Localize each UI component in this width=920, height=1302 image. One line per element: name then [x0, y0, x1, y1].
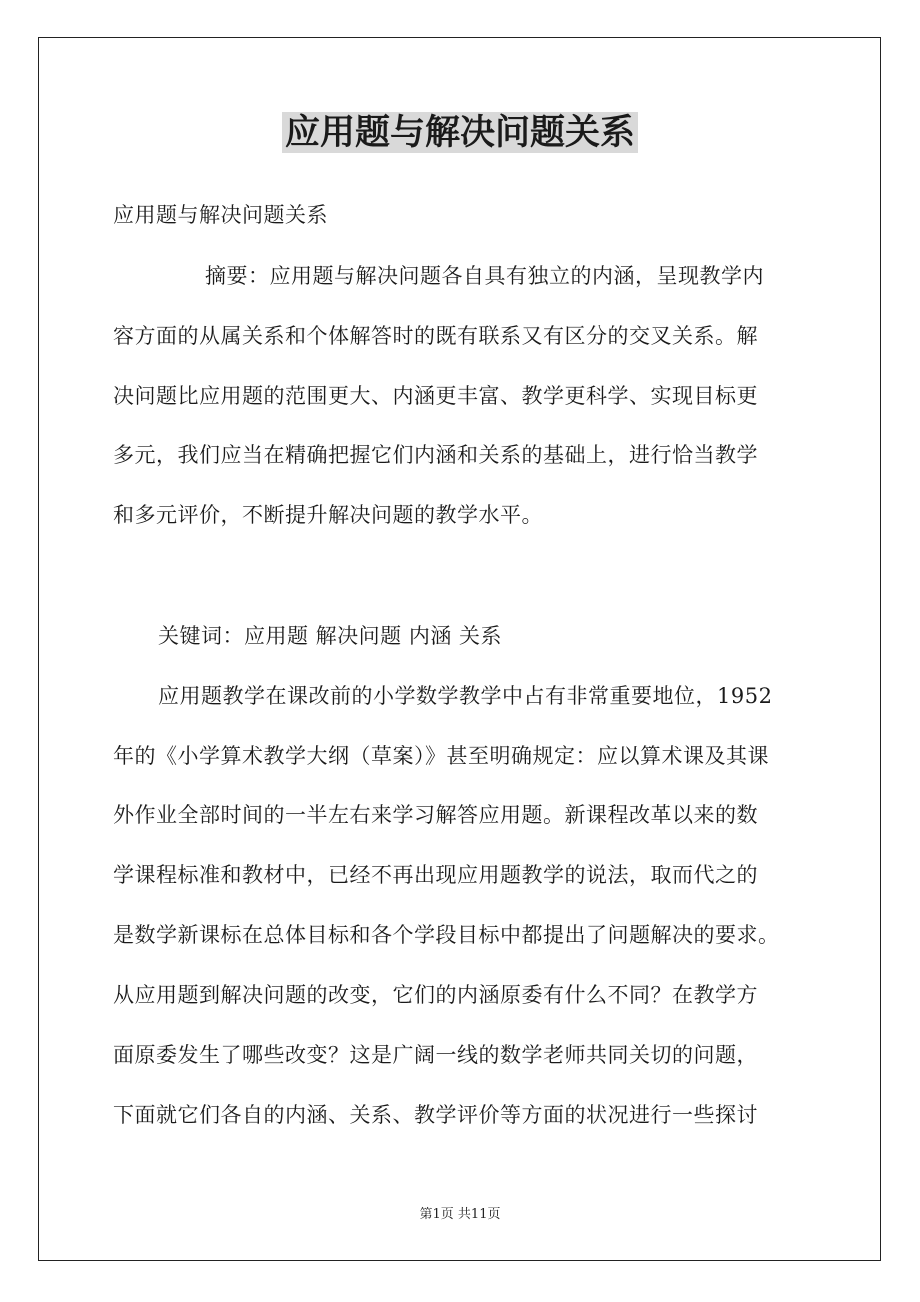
abstract-line-2: 容方面的从属关系和个体解答时的既有联系又有区分的交叉关系。解	[113, 324, 758, 348]
abstract-line-4: 多元，我们应当在精确把握它们内涵和关系的基础上，进行恰当教学	[113, 443, 758, 467]
abstract-line-3: 决问题比应用题的范围更大、内涵更丰富、教学更科学、实现目标更	[113, 384, 758, 408]
body-line-6: 从应用题到解决问题的改变，它们的内涵原委有什么不同？在教学方	[113, 983, 758, 1007]
document-title	[0, 108, 920, 158]
abstract-line-5: 和多元评价，不断提升解决问题的教学水平。	[113, 503, 543, 527]
body-line-7: 面原委发生了哪些改变？这是广阔一线的数学老师共同关切的问题，	[113, 1043, 758, 1067]
abstract-line-1: 摘要：应用题与解决问题各自具有独立的内涵，呈现教学内	[205, 264, 764, 288]
body-line-3: 外作业全部时间的一半左右来学习解答应用题。新课程改革以来的数	[113, 803, 758, 827]
body-line-2: 年的《小学算术教学大纲（草案）》甚至明确规定：应以算术课及其课	[113, 744, 769, 768]
body-line-4: 学课程标准和教材中，已经不再出现应用题教学的说法，取而代之的	[113, 863, 758, 887]
page-footer: 第1页 共11页	[419, 1207, 501, 1222]
document-title-text: 应用题与解决问题关系	[282, 112, 638, 153]
body-line-5: 是数学新课标在总体目标和各个学段目标中都提出了问题解决的要求。	[113, 923, 780, 947]
document-subtitle: 应用题与解决问题关系	[113, 203, 328, 227]
body-line-8: 下面就它们各自的内涵、关系、教学评价等方面的状况进行一些探讨	[113, 1103, 758, 1127]
body-line-1: 应用题教学在课改前的小学数学教学中占有非常重要地位，1952	[158, 684, 773, 708]
keywords-line: 关键词：应用题 解决问题 内涵 关系	[158, 624, 503, 648]
